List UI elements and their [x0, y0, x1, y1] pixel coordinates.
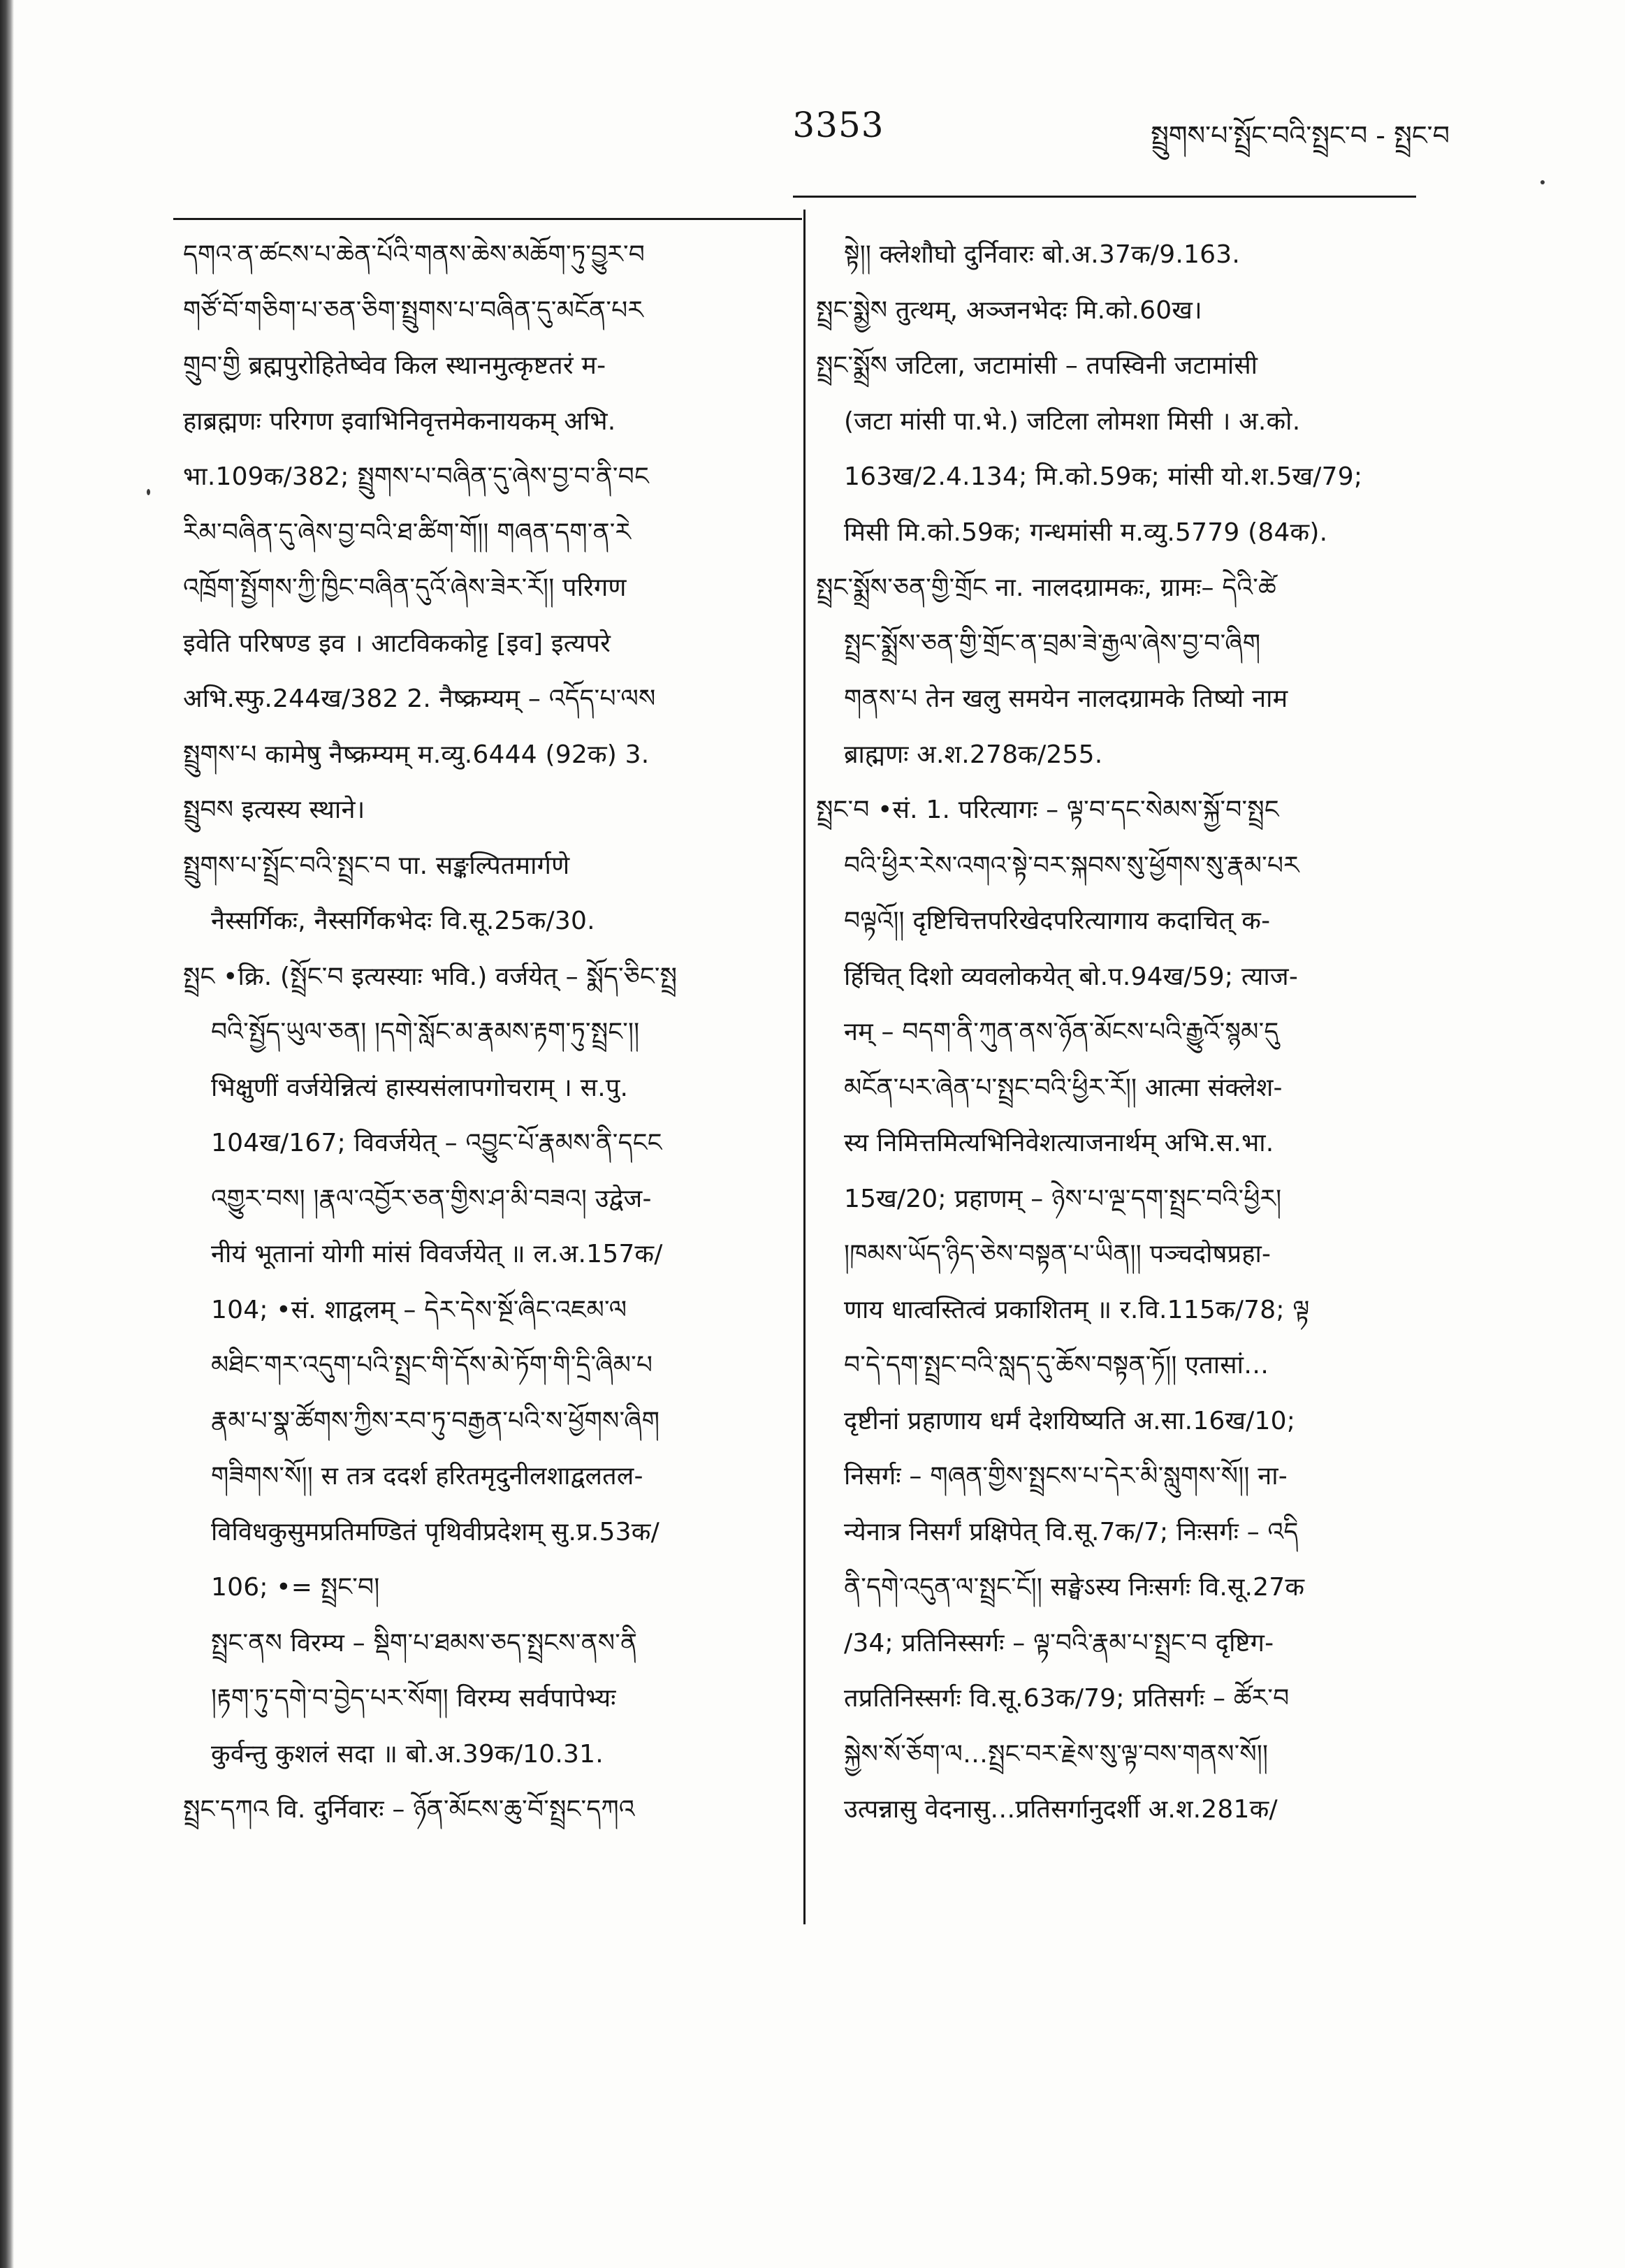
dictionary-line: སྤྲང་ནས विरम्य – སྡིག་པ་ཐམས་ཅད་སྤྲངས་ནས་ནི	[211, 1628, 638, 1658]
dictionary-line: སྤྲང་སྨྱེས तुत्थम्, अञ्जनभेदः मि.को.60ख।	[816, 295, 1202, 325]
dictionary-line: विविधकुसुमप्रतिमण्डितं पृथिवीप्रदेशम् सु.प्र.53क/	[211, 1517, 660, 1546]
dictionary-line: तप्रतिनिस्सर्गः वि.सू.63क/79; प्रतिसर्गः – ཚོར་བ	[844, 1684, 1290, 1713]
dictionary-line: སྤྲང་སྨྲོས་ཅན་གྱི་གྲོང་ན་བྲམ་ཟེ་རྒྱལ་ཞེས་བྱ་བ་ཞིག	[844, 629, 1261, 658]
dictionary-line: སྤྲང •क्रि. (སྤྲོང་བ इत्यस्याः भवि.) वर्जयेत् – སྨོད་ཅིང་སྤྲ	[183, 962, 678, 991]
dictionary-line: བའི་སྤྱོད་ཡུལ་ཅན། །དགེ་སློང་མ་རྣམས་རྟག་ཏུ་སྤྲང་།།	[211, 1018, 640, 1046]
dictionary-line: निसर्गः – གཞན་གྱིས་སྤྲངས་པ་དེར་མི་སླུགས་སོ།། ना-	[844, 1462, 1288, 1491]
left-column-top-rule	[173, 218, 802, 220]
dictionary-line: འཁྲོག་སྤྱོགས་ཀྱི་ཁྱིང་བཞིན་དུའོ་ཞེས་ཟེར་རོ།། परिगण	[183, 573, 627, 602]
dictionary-line: (जटा मांसी पा.भे.) जटिला लोमशा मिसी । अ.को.	[844, 407, 1301, 436]
dictionary-line: हाब्रह्मणः परिगण इवाभिनिवृत्तमेकनायकम् अभि.	[183, 407, 616, 436]
dictionary-line: སྤྲུགས་པ कामेषु नैष्क्रम्यम् म.व्यु.6444 (92क) 3.	[183, 740, 650, 769]
running-head: སྤྲུགས་པ་སྤྲོང་བའི་སྤྲང་བ - སྤྲང་བ	[1151, 120, 1450, 151]
left-column	[183, 227, 798, 1838]
dictionary-line: णाय धात्वस्तित्वं प्रकाशितम् ॥ र.वि.115क/78; ལྟ	[844, 1295, 1310, 1324]
dictionary-line: སྤྲུགས་པ་སྤྲོང་བའི་སྤྲང་བ पा. सङ्कल्पितमार्गणे	[183, 851, 570, 880]
dictionary-line: བའི་ཕྱིར་རེས་འགའ་སྟེ་བར་སྐབས་སུ་ཕྱོགས་སུ་རྣམ་པར	[844, 851, 1299, 880]
dictionary-line: ब्राह्मणः अ.श.278क/255.	[844, 740, 1103, 769]
scan-speck	[147, 489, 150, 495]
dictionary-line: སྤྲུབས इत्यस्य स्थाने।	[183, 796, 365, 824]
dictionary-line: དགའ་ན་ཚངས་པ་ཆེན་པོའི་གནས་ཆེས་མཆོག་ཏུ་བྱུར་བ	[183, 240, 646, 269]
dictionary-line: कुर्वन्तु कुशलं सदा ॥ बो.अ.39क/10.31.	[211, 1739, 604, 1769]
dictionary-line: འགྱུར་བས། །རྣལ་འབྱོར་ཅན་གྱིས་ཤ་མི་བཟའ། उद्वेज-	[211, 1184, 652, 1213]
dictionary-line: 15ख/20; प्रहाणम् – ཉེས་པ་ལྔ་དག་སྤྲང་བའི་ཕྱིར།	[844, 1184, 1282, 1213]
dictionary-line: སྤྲང་དཀའ वि. दुर्निवारः – ཉོན་མོངས་ཆུ་བོ་སྤྲང་དཀའ	[183, 1795, 635, 1824]
dictionary-line: र्हिचित् दिशो व्यवलोकयेत् बो.प.94ख/59; त्याज-	[844, 962, 1299, 991]
right-column	[816, 227, 1434, 1838]
book-binding-shadow	[0, 0, 14, 2268]
dictionary-line: न्येनात्र निसर्गं प्रक्षिपेत् वि.सू.7क/7; निःसर्गः – འདི	[844, 1517, 1299, 1546]
dictionary-line: བ་དེ་དག་སྤྲང་བའི་སླད་དུ་ཆོས་བསྟན་ཏོ།། एतासां…	[844, 1351, 1269, 1380]
dictionary-line: भा.109क/382; སྤྲུགས་པ་བཞིན་དུ་ཞེས་བྱ་བ་ནི་བང	[183, 462, 649, 491]
dictionary-line: །ཁམས་ཡོད་ཉིད་ཅེས་བསྟན་པ་ཡིན།། पञ्चदोषप्रहा-	[844, 1240, 1271, 1268]
dictionary-line: नैस्सर्गिकः, नैस्सर्गिकभेदः वि.सू.25क/30.	[211, 907, 595, 935]
dictionary-line: इवेति परिषण्ड इव । आटविककोट्ट [इव] इत्यपरे	[183, 629, 611, 658]
dictionary-line: नम् – བདག་ནི་ཀུན་ནས་ཉོན་མོངས་པའི་རྒྱུའོ་སྙམ་དུ	[844, 1018, 1279, 1046]
dictionary-line: ནི་དགེ་འདུན་ལ་སྤྲང་ངོ།། सङ्घेऽस्य निःसर्गः वि.सू.27क	[844, 1573, 1305, 1602]
dictionary-line: 163ख/2.4.134; मि.को.59क; मांसी यो.श.5ख/79;	[844, 462, 1363, 491]
dictionary-line: མངོན་པར་ཞེན་པ་སྤྲང་བའི་ཕྱིར་རོ།། आत्मा संक्लेश-	[844, 1073, 1283, 1102]
dictionary-line: /34; प्रतिनिस्सर्गः – ལྟ་བའི་རྣམ་པ་སྤྲང་བ दृष्टिग-	[844, 1628, 1274, 1658]
dictionary-line: उत्पन्नासु वेदनासु…प्रतिसर्गानुदर्शी अ.श.281क/	[844, 1795, 1278, 1824]
dictionary-line: दृष्टीनां प्रहाणाय धर्मं देशयिष्यति अ.सा.16ख/10;	[844, 1406, 1296, 1435]
dictionary-line: 106; •= སྤྲང་བ།	[211, 1573, 380, 1602]
dictionary-line: 104ख/167; विवर्जयेत् – འབྱུང་པོ་རྣམས་ནི་དངང	[211, 1129, 662, 1157]
column-divider	[803, 210, 806, 1924]
dictionary-line: भिक्षुणीं वर्जयेन्नित्यं हास्यसंलापगोचराम् । स.पु.	[211, 1073, 629, 1102]
dictionary-line: स्य निमित्तमित्यभिनिवेशत्याजनार्थम् अभि.स.भा.	[844, 1129, 1274, 1157]
dictionary-line: །རྟག་ཏུ་དགེ་བ་བྱེད་པར་སོག། विरम्य सर्वपापेभ्यः	[211, 1684, 616, 1713]
scan-speck	[1540, 180, 1545, 184]
dictionary-line: མཐིང་གར་འདུག་པའི་སྤྲང་གི་དོས་མེ་ཏོག་གི་དྲི་ཞིམ་པ	[211, 1351, 653, 1380]
header-rule	[793, 196, 1416, 198]
dictionary-line: གནས་པ तेन खलु समयेन नालदग्रामके तिष्यो नाम	[844, 685, 1288, 713]
dictionary-line: नीयं भूतानां योगी मांसं विवर्जयेत् ॥ ल.अ.157क/	[211, 1240, 663, 1268]
dictionary-line: 104; •सं. शाद्वलम् – དེར་དེས་སྔོ་ཞིང་འཇམ་ལ	[211, 1295, 627, 1324]
dictionary-line: རྣམ་པ་སྣ་ཚོགས་ཀྱིས་རབ་ཏུ་བརྒྱན་པའི་ས་ཕྱོགས་ཞིག	[211, 1406, 660, 1435]
page-number: 3353	[792, 105, 884, 145]
dictionary-line: སྤྲང་སྨྲོས जटिला, जटामांसी – तपस्विनी जटामांसी	[816, 351, 1258, 380]
dictionary-line: སྤྲང་སྨྲོས་ཅན་གྱི་གྲོང ना. नालदग्रामकः, ग्रामः– དེའི་ཚེ	[816, 573, 1276, 602]
dictionary-line: གཙོ་བོ་གཅིག་པ་ཅན་ཅིག་སྤྲུགས་པ་བཞིན་དུ་མངོན་པར	[183, 295, 643, 325]
dictionary-line: སྤྲང་བ •सं. 1. परित्यागः – ལྟ་བ་དང་སེམས་སྐྱོ་བ་སྤྲང	[816, 796, 1279, 824]
dictionary-line: अभि.स्फु.244ख/382 2. नैष्क्रम्यम् – འདོད་པ་ལས	[183, 685, 656, 713]
dictionary-line: སྟེ།། क्लेशौघो दुर्निवारः बो.अ.37क/9.163.	[844, 240, 1240, 269]
dictionary-line: བལྟའོ།། दृष्टिचित्तपरिखेदपरित्यागाय कदाचित् क-	[844, 907, 1271, 935]
dictionary-line: སྐྱེས་སོ་ཅོག་ལ…སྤྲང་བར་རྗེས་སུ་ལྟ་བས་གནས་སོ།།	[844, 1739, 1269, 1769]
dictionary-line: གྲུབ་གྱི ब्रह्मपुरोहितेष्वेव किल स्थानमुत्कृष्टतरं म-	[183, 351, 606, 380]
dictionary-line: རིམ་བཞིན་དུ་ཞེས་བྱ་བའི་ཐ་ཚིག་གོ།། གཞན་དག་ན་རེ	[183, 518, 632, 547]
dictionary-line: གཟིགས་སོ།། स तत्र ददर्श हरितमृदुनीलशाद्वलतल-	[211, 1462, 643, 1491]
dictionary-line: मिसी मि.को.59क; गन्धमांसी म.व्यु.5779 (84क).	[844, 518, 1328, 547]
